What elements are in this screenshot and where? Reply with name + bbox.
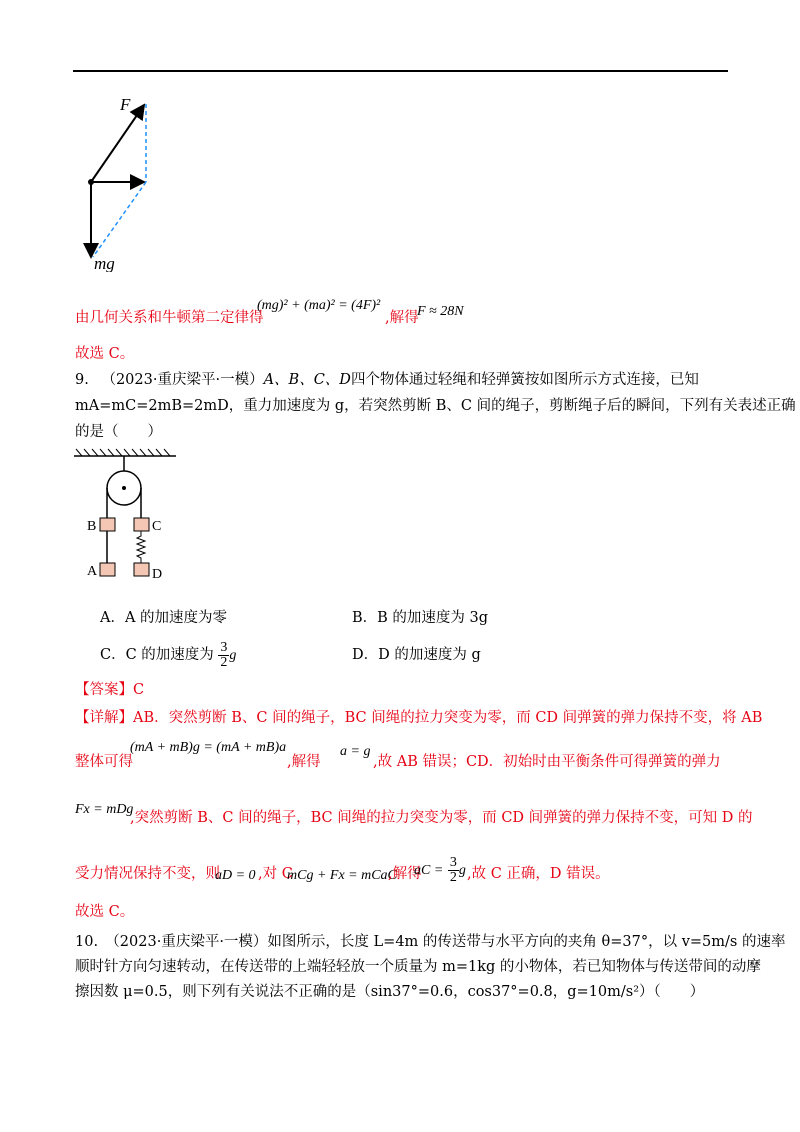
label-B: B — [87, 519, 97, 534]
prev-text2: ,解得 — [385, 310, 419, 326]
detail-text4a: 受力情况保持不变，则 — [75, 866, 220, 882]
detail-eq4b: mCg + Fx = mCaC — [287, 868, 397, 883]
prev-text1: 由几何关系和牛顿第二定律得 — [75, 310, 264, 326]
label-A: A — [87, 564, 98, 579]
label-D: D — [152, 567, 163, 582]
detail-eq4c: aC = $\frac{3}{2}$ g — [414, 854, 466, 885]
detail-tag: 【详解】 — [75, 710, 133, 726]
force-diagram — [80, 92, 170, 272]
pulley-diagram — [72, 448, 182, 583]
q9-option-A[interactable]: A．A 的加速度为零 — [100, 610, 228, 626]
block-B — [100, 518, 115, 531]
dashed-diagonal — [93, 182, 146, 257]
prev-solution-line — [75, 308, 264, 328]
q9-stem1: 四个物体通过轻绳和轻弹簧按如图所示方式连接，已知 — [350, 372, 699, 388]
header-rule — [73, 70, 728, 72]
prev-eq2: F ≈ 28N — [417, 304, 464, 319]
spring — [137, 531, 145, 563]
detail-text1: AB．突然剪断 B、C 间的绳子，BC 间绳的拉力突变为零，而 CD 间弹簧的弹力保持不变，将 AB — [133, 710, 763, 726]
force-F-arrow — [91, 105, 144, 182]
label-F: F — [120, 95, 131, 114]
detail-eq3: Fx = mDg — [75, 802, 134, 817]
block-A — [100, 563, 115, 576]
prev-eq1: (mg)² + (ma)² = (4F)² — [257, 298, 381, 313]
q9-option-C[interactable] — [100, 640, 236, 671]
q9-source: （2023·重庆梁平·一模） — [101, 372, 264, 388]
detail-text4c: ,解得 — [388, 866, 422, 882]
q10-line1: 10. （2023·重庆梁平·一模）如图所示，长度 L=4m 的传送带与水平方向的夹角 θ=37°，以 v=5m/s 的速率 — [75, 934, 786, 950]
q9-objects: A、B、C、D — [263, 372, 351, 388]
origin-dot — [88, 179, 94, 185]
q9-detail-line2-text: 整体可得 — [75, 754, 133, 770]
detail-text3: ,突然剪断 B、C 间的绳子，BC 间绳的拉力突变为零，而 CD 间弹簧的弹力保持不变，可知 D 的 — [130, 810, 753, 826]
detail-eq2: a = g — [340, 744, 371, 759]
label-mg: mg — [94, 254, 115, 272]
q9-line1 — [75, 370, 699, 390]
detail-text4b: ,对 C — [258, 866, 293, 882]
q9-choice: 故选 C。 — [75, 904, 135, 920]
q10-line3: 擦因数 μ=0.5，则下列有关说法不正确的是（sin37°=0.6，cos37°=0.8，g=10m/s²）（ ） — [75, 984, 705, 1000]
q9-answer: 【答案】C — [75, 682, 145, 698]
q9-stem2: ，重力加速度为 g，若突然剪断 B、C 间的绳子，剪断绳子后的瞬间，下列有关表述正确 — [228, 398, 796, 414]
q9-option-C-text: C．C 的加速度为 — [100, 647, 214, 663]
q9-option-C-fraction: $\frac{3}{2}$ — [220, 639, 228, 670]
q9-option-D[interactable]: D．D 的加速度为 g — [352, 647, 481, 663]
detail-text2b: ,解得 — [287, 754, 321, 770]
detail-eq4a: aD = 0 — [215, 868, 256, 883]
block-D — [134, 563, 149, 576]
prev-choice: 故选 C。 — [75, 346, 135, 362]
q9-option-C-g: g — [229, 648, 237, 663]
q9-number: 9. — [75, 372, 89, 388]
detail-text4d: ,故 C 正确，D 错误。 — [467, 866, 610, 882]
detail-text2c: ,故 AB 错误；CD．初始时由平衡条件可得弹簧的弹力 — [373, 754, 721, 770]
q10-line2: 顺时针方向匀速转动，在传送带的上端轻轻放一个质量为 m=1kg 的小物体，若已知物体与传送带间的动摩 — [75, 959, 761, 975]
q9-line2 — [75, 396, 796, 416]
q9-line3: 的是（ ） — [75, 424, 162, 440]
q9-option-B[interactable]: B．B 的加速度为 3g — [352, 610, 489, 626]
detail-eq1: (mA + mB)g = (mA + mB)a — [130, 740, 287, 755]
q9-detail-line1 — [75, 708, 762, 728]
label-C: C — [152, 519, 162, 534]
q9-mass-relation: mA=mC=2mB=2mD — [75, 398, 229, 414]
block-C — [134, 518, 149, 531]
